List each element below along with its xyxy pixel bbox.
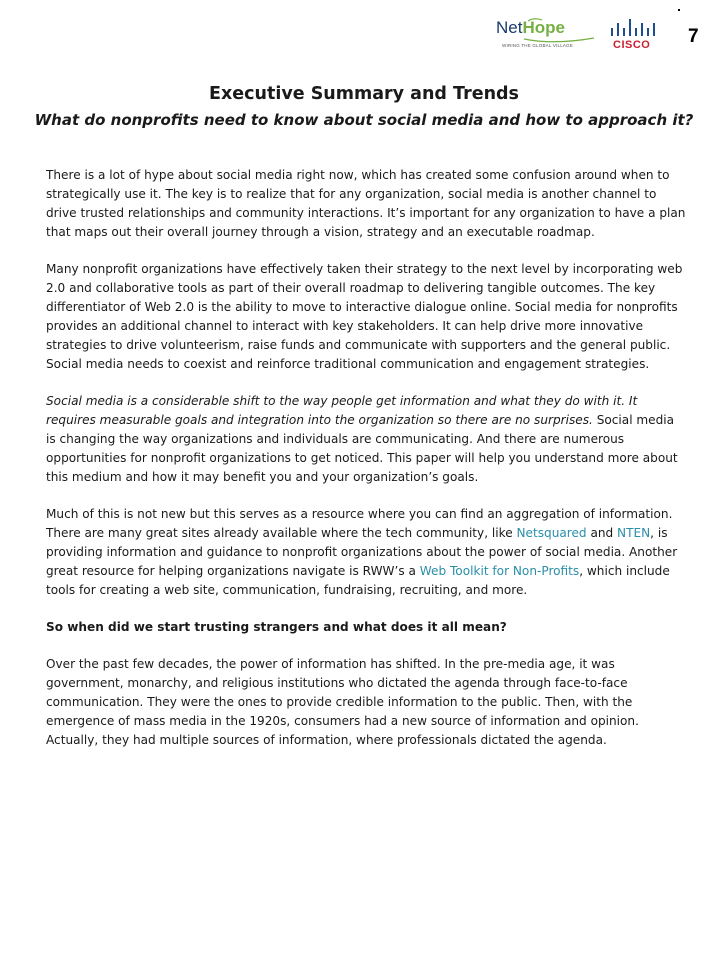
paragraph-3-italic: Social media is a considerable shift to the way people get information and what they do with it. It requires measurable goals and integration into the organization so there are no surprises. (46, 394, 638, 427)
netsquared-link[interactable]: Netsquared (516, 526, 587, 540)
nethope-logo (494, 18, 606, 56)
paragraph-1: There is a lot of hype about social media right now, which has created some confusion around when to strategically use it. The key is to realize that for any organization, social media is another channel to drive trusted relationships and community interactions. It’s important for any organization to have a plan that maps out their overall journey through a vision, strategy and an executable roadmap. (46, 168, 686, 239)
paragraph-4-c: , is providing information and guidance to nonprofit organizations about the power of social media. Another great resource for helping organizations navigate is RWW’s a (46, 526, 678, 578)
nethope-swoosh-icon (494, 18, 606, 56)
page-title: Executive Summary and Trends (209, 84, 519, 104)
paragraph-4-b: and (586, 526, 618, 540)
page-number: 7 (688, 26, 699, 47)
web-toolkit-link[interactable]: Web Toolkit for Non-Profits (419, 564, 580, 578)
nethope-logo-hope: Hope (522, 18, 565, 37)
cisco-wordmark: CISCO (613, 39, 651, 51)
nethope-tagline: WIRING THE GLOBAL VILLAGE (502, 43, 574, 48)
paragraph-4-d: , which include tools for creating a web site, communication, fundraising, recruiting, and more. (46, 564, 670, 597)
paragraph-4-a: Much of this is not new but this serves as a resource where you can find an aggregation of information. There are many great sites already available where the tech community, like (46, 507, 673, 540)
section-question: So when did we start trusting strangers and what does it all mean? (46, 620, 507, 634)
nethope-logo-net: Net (496, 18, 523, 37)
paragraph-3-rest: Social media is changing the way organizations and individuals are communicating. And there are numerous opportunities for nonprofit organizations to get noticed. This paper will help you understand more about this medium and how it may benefit you and your organization’s goals. (46, 413, 678, 484)
body-text (46, 166, 686, 768)
paragraph-3 (46, 392, 686, 487)
cisco-bars-icon (610, 18, 662, 40)
paragraph-4 (46, 505, 686, 600)
nten-link[interactable]: NTEN (617, 526, 651, 540)
paragraph-5: Over the past few decades, the power of information has shifted. In the pre-media age, it was government, monarchy, and religious institutions who dictated the agenda through face-to-face communication. They were the ones to provide credible information to the public. Then, with the emergence of mass media in the 1920s, consumers had a new source of information and opinion. Actually, they had multiple sources of information, where professionals dictated the agenda. (46, 657, 639, 747)
page-subtitle: What do nonprofits need to know about social media and how to approach it? (34, 111, 694, 129)
corner-mark (678, 9, 680, 11)
cisco-logo (610, 18, 662, 54)
header-logos (494, 14, 674, 56)
paragraph-2: Many nonprofit organizations have effectively taken their strategy to the next level by incorporating web 2.0 and collaborative tools as part of their overall roadmap to delivering tangible outcomes. The key differentiator of Web 2.0 is the ability to move to interactive dialogue online. Social media for nonprofits provides an additional channel to interact with key stakeholders. It can help drive more innovative strategies to drive volunteerism, raise funds and communicate with supporters and the general public. Social media needs to coexist and reinforce traditional communication and engagement strategies. (46, 262, 683, 371)
